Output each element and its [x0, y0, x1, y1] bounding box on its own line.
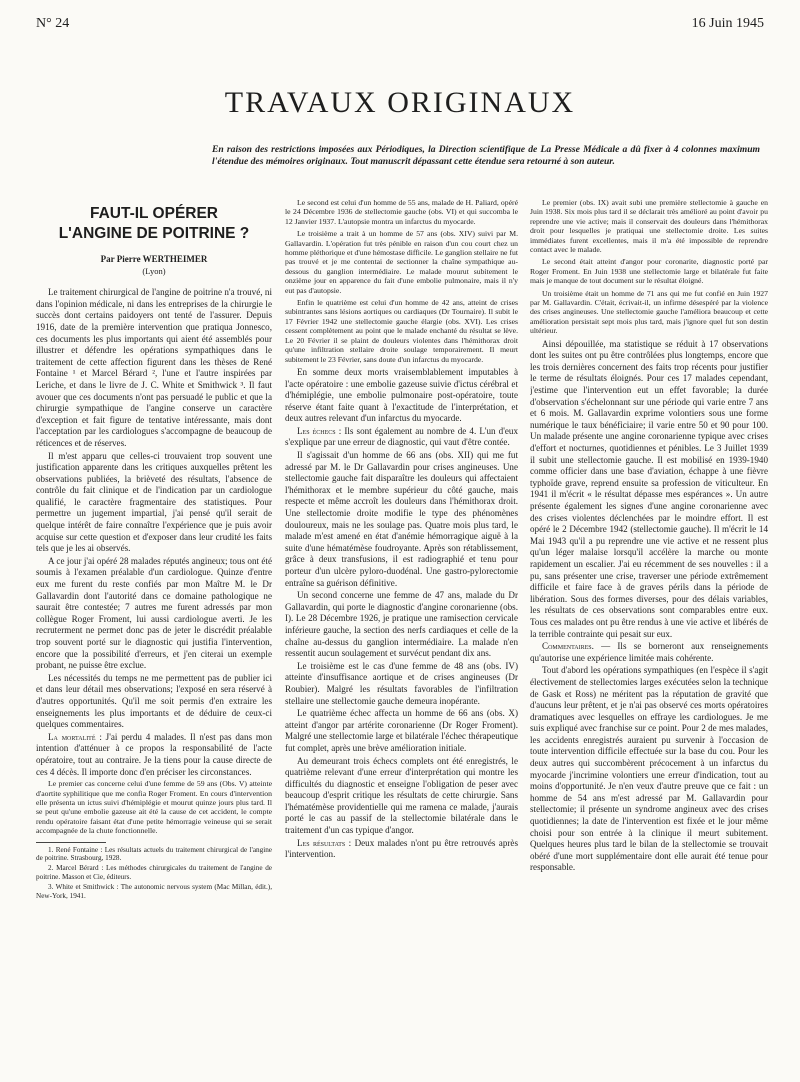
article-title-line-2: L'ANGINE DE POITRINE ? — [58, 225, 250, 242]
paragraph-text: : Ils sont également au nombre de 4. L'un d'eux s'explique par une erreur de diagnostic, qui vaut d'être contée. — [285, 425, 518, 448]
paragraph-small: Le premier cas concerne celui d'une femme de 59 ans (Obs. V) atteinte d'aortite syphilitique que me confia Roger Froment. En cours d'intervention elle présenta un ictus suivi d'hémiplégie et mourut quinze jours plus tard. Il se peut qu'une embolie gazeuse ait été la cause de cet accident, le compte rendu opératoire faisant état d'une petite hémorragie veineuse qui se serait accompagnée de la chute fonctionnelle. — [36, 779, 272, 836]
paragraph: Tout d'abord les opérations sympathiques (en l'espèce il s'agit électivement de stellectomies larges exécutées selon la technique de Gask et Ross) ne méritent pas la réputation de gravité que d'aucuns leur prêtent, et je n'ai pas observé ces morts opératoires dramatiques avec lesquelles on effraye les cardiologues. Je me suis expliqué avec franchise sur ce point. Pour 2 de mes malades, les accidents enregistrés auraient pu survenir à l'occasion de toute intervention difficile effectuée sur la base du cou. Pour les deux autres qui succombèrent précocement à un infarctus du myocarde j'incrimine volontiers une erreur d'indication, tout au moins d'opportunité. Je n'en veux d'autre preuve que ce fait : un homme de 54 ans m'est adressé par M. Gallavardin pour stellectomie; il présente un syndrome angineux avec des crises quotidiennes; la date de l'intervention est fixée et le jour même choisi pour son entrée à la clinique il meurt subitement. Quelques heures plus tard le bilan de la stellectomie se trouvait obéré d'une mort supplémentaire dont elle aurait été tenue pour responsable. — [530, 665, 768, 873]
byline — [36, 254, 272, 266]
paragraph-small: Enfin le quatrième est celui d'un homme de 42 ans, atteint de crises subintrantes sans lésions aortiques ou cardiaques (Dr Tournaire). Il subit le 17 Février 1942 une stellectomie gauche élargie (obs. XVI). Les crises cessent complètement au point que le malade enchanté du résultat se lève. Le 20 Février il se plaint de douleurs violentes dans l'hémithorax droit qu'une infiltration stellaire droite soulage temporairement. Il meurt subitement le 23 Février, sans doute d'un infarctus du myocarde. — [285, 298, 518, 364]
paragraph: Il s'agissait d'un homme de 66 ans (obs. XII) qui me fut adressé par M. le Dr Gallavardin pour crises angineuses. Une stellectomie gauche fait disparaître les douleurs qui affectaient l'hémithorax et le membre supérieur du côté gauche, mais respecte et même accroît les douleurs dans l'hémithorax droit. Une stellectomie droite modifie le type des phénomènes douloureux, mais ne les soulage pas. Quatre mois plus tard, le malade m'est amené en état d'anémie hémorragique aiguë à la suite d'une hématémèse foudroyante. Après son rétablissement, grâce à deux transfusions, il est radiographié et tenu pour porteur d'un ulcère pyloro-duodénal. Une gastro-pylorectomie entraîne sa guérison définitive. — [285, 450, 518, 588]
author-name: Pierre WERTHEIMER — [116, 254, 208, 264]
subheading-echecs: Les échecs — [297, 425, 336, 436]
paragraph — [285, 426, 518, 449]
issue-number: N° 24 — [36, 16, 70, 31]
paragraph — [36, 732, 272, 778]
paragraph: Le troisième est le cas d'une femme de 48 ans (obs. IV) atteinte d'insuffisance aortique et de crises angineuses (Dr Roubier). Malgré les résultats favorables de l'infiltration stellaire une stellectomie gauche demeura inopérante. — [285, 660, 518, 706]
subheading-mortalite: La mortalité — [48, 731, 96, 742]
paragraph-text: : J'ai perdu 4 malades. Il n'est pas dans mon intention d'atténuer à ce propos la responsabilité de l'acte opératoire, tout au contraire. Je la tiens pour la cause directe de ces 4 décès. Il importe donc d'en préciser les circonstances. — [36, 731, 272, 777]
footnote: 2. Marcel Bérard : Les méthodes chirurgicales du traitement de l'angine de poitrine. Masson et Cie, éditeurs. — [36, 864, 272, 881]
author-affiliation: (Lyon) — [142, 265, 166, 276]
issue-date: 16 Juin 1945 — [691, 16, 764, 31]
paragraph: Le traitement chirurgical de l'angine de poitrine n'a trouvé, ni dans l'opinion médicale, ni dans les entreprises de la chirurgie le succès dont certains paidoyers ont tenté de l'assurer. Depuis 1916, date de la première intervention que pratiqua Jonnesco, ces documents les plus importants qui aient été assemblés pour illustrer et défendre les opérations sympathiques dans le traitement de cette affection figurent dans les thèses de René Fontaine ¹ et Marcel Bérard ², l'une et l'autre inspirées par Leriche, et dans le livre de J. C. White et Smithwick ³. Il faut avouer que ces documents n'ont pas persuadé le public et que la chirurgie sympathique de l'angine conserve un caractère d'exception et fait figure de tentative intéressante, mais dont l'acceptation par les cardiologues s'accompagne de beaucoup de réticences et de réserves. — [36, 287, 272, 448]
column-3 — [530, 198, 768, 1078]
paragraph-small: Le second est celui d'un homme de 55 ans, malade de H. Paliard, opéré le 24 Décembre 1936 de stellectomie gauche (obs. VI) et qui succomba le 12 Janvier 1937. L'autopsie montra un infarctus du myocarde. — [285, 198, 518, 226]
paragraph-text: : Deux malades n'ont pu être retrouvés après l'intervention. — [285, 837, 518, 860]
paragraph-small: Le troisième a trait à un homme de 57 ans (obs. XIV) suivi par M. Gallavardin. L'opération fut très pénible en raison d'un cou court chez un homme pléthorique et d'une hémostase difficile. Le ganglion stellaire ne fut pas trouvé et je me contentai de sectionner la chaîne sympathique au-dessous du ganglion intermédiaire. Le malade mourut subitement le onzième jour en apparence du fait d'une embolie pulmonaire, mais il n'y eut pas d'autopsie. — [285, 229, 518, 295]
editorial-note: En raison des restrictions imposées aux Périodiques, la Direction scientifique de La Presse Médicale a dû fixer à 4 colonnes maximum l'étendue des mémoires originaux. Tout manuscrit dépassant cette étendue sera retourné à son auteur. — [212, 144, 760, 167]
paragraph: Au demeurant trois échecs complets ont été enregistrés, le quatrième relevant d'une erreur d'interprétation qui montre les difficultés du diagnostic et enseigne l'obligation de peser avec beaucoup d'esprit critique les résultats de cette chirurgie. Sans l'hématémèse providentielle qui me ramena ce malade, j'aurais porté le cas au passif de la stellectomie bilatérale dans le traitement d'un cas typique d'angor. — [285, 755, 518, 836]
paragraph: Un second concerne une femme de 47 ans, malade du Dr Gallavardin, qui porte le diagnostic d'angine coronarienne (obs. I). Le 28 Décembre 1926, je pratique une ramisection cervicale inférieure gauche, la section des nerfs cardiaques et celle de la chaîne au-dessus du ganglion intermédiaire. La malade n'en ressentit aucun soulagement et survécut pendant dix ans. — [285, 590, 518, 659]
paragraph: A ce jour j'ai opéré 28 malades réputés angineux; tous ont été soumis à l'examen préalable d'un cardiologue. Quinze d'entre eux me furent du reste confiés par mon Maître M. le Dr Gallavardin dont l'autorité dans ce domaine pathologique ne saurait être contestée; 7 autres me furent adressés par mon collègue Roger Froment, lui aussi cardiologue averti. Je les recruterment ne permet donc pas de jeter le discrédit préalable trop souvent porté sur le diagnostic qui justifia l'intervention, encore que la possibilité d'erreurs, et j'en citerai un exemple probant, ne puisse être exclue. — [36, 555, 272, 671]
article-title-line-1: FAUT-IL OPÉRER — [89, 205, 219, 222]
footnote: 3. White et Smithwick : The autonomic nervous system (Mac Millan, édit.), New-York, 1941. — [36, 882, 272, 900]
paragraph — [530, 641, 768, 664]
paragraph-small: Le premier (obs. IX) avait subi une première stellectomie à gauche en Juin 1938. Six mois plus tard il se déclarait très amélioré au point d'avoir pu reprendre une vie active; mais il conservait des douleurs dans l'hémithorax droit pour lesquelles je pratiquai une stellectomie droite. Les suites immédiates furent excellentes, mais il m'a été impossible de reprendre contact avec le malade. — [530, 198, 768, 255]
footnote-rule — [36, 842, 106, 843]
column-2 — [285, 198, 518, 1078]
byline-prefix: Par — [100, 254, 115, 264]
section-title: TRAVAUX ORIGINAUX — [224, 86, 576, 119]
paragraph: Le quatrième échec affecta un homme de 66 ans (obs. X) atteint d'angor par artérite coronarienne (Dr Roger Froment). Malgré une stellectomie large et bilatérale l'échec thérapeutique fut complet, après une brève amélioration initiale. — [285, 708, 518, 753]
paragraph-small: Un troisième était un homme de 71 ans qui me fut confié en Juin 1927 par M. Gallavardin. C'était, écrivait-il, un infirme désespéré par la violence des crises angineuses. Une stellectomie gauche l'améliora beaucoup et cette amélioration persistait sept mois plus tard, mais j'ignore quel fut son destin ultérieur. — [530, 288, 768, 336]
subheading-commentaires: Commentaires — [542, 641, 592, 652]
paragraph-text: . — Ils se borneront aux renseignements qu'autorise une expérience limitée mais cohérente. — [530, 641, 768, 663]
footnote: 1. René Fontaine : Les résultats actuels du traitement chirurgical de l'angine de poitrine. Strasbourg, 1928. — [36, 845, 272, 863]
column-1 — [36, 198, 272, 1068]
article-title — [36, 204, 272, 244]
running-header — [36, 16, 764, 36]
paragraph — [285, 838, 518, 861]
paragraph: En somme deux morts vraisemblablement imputables à l'acte opératoire : une embolie gazeuse suivie d'ictus cérébral et d'hémiplégie, une embolie pulmonaire post-opératoire, toute réserve étant faite quant à l'exactitude de l'interprétation, et deux autres relevant d'un infarctus du myocarde. — [285, 366, 518, 424]
subheading-resultats: Les résultats — [297, 837, 346, 848]
paragraph: Il m'est apparu que celles-ci trouvaient trop souvent une justification apparente dans les critiques auxquelles prêtent les observations publiées, la brièveté des résultats, l'absence de contrôle du fait clinique et de l'indication par un cardiologue qualifié, le caractère fragmentaire des statistiques. Pour permettre un jugement impartial, j'ai pensé qu'il serait de quelque intérêt de faire connaître l'expérience que je puis avoir acquise sur cette question et d'exposer dans leur crudité les faits tels que je les ai observés. — [36, 450, 272, 554]
paragraph: Ainsi dépouillée, ma statistique se réduit à 17 observations dont les suites ont pu être contrôlées plus longtemps, encore que les trois dernières concernent des faits trop récents pour justifier le terme de résultats éloignés. Pour ces 17 malades cependant, j'estime que l'intervention eut un effet favorable; la durée d'observation s'échelonnant sur une période qui varie entre 7 ans et 6 mois. M. Gallavardin exprime volontiers sous une forme numérique le taux bénéficiaire; il varie entre 50 et 90 pour 100. Un malade présente une angine coronarienne typique avec crises d'effort et nocturnes, quotidiennes et pénibles. Le 3 Juillet 1939 il subit une stellectomie gauche. Il est mobilisé en 1939-1940 comme officier dans une base d'aviation, échappe à une fièvre typhoïde grave, reprend ensuite sa profession de viticulteur. En 1941 il m'écrit « le résultat dépasse mes espérances ». Un autre présente également les signes d'une angine coronarienne avec des crises violentes déclenchées par le moindre effort. Il est opéré le 2 Décembre 1942 (stellectomie gauche). Il m'écrit le 14 Mai 1943 qu'il a pu reprendre une vie active et ne ressent plus qu'un léger malaise lorsqu'il accélère la marche ou monte rapidement un escalier. J'ai eu récemment de ses nouvelles : il a pu, sans présenter une crise, traverser une période extrêmement difficile et faire face à de graves périls dans la période de libération. Sous des formes diverses, pour des délais variables, les résultats de ces observations sont comparables entre eux. Tous ces malades ont pu être rendus à une vie active et libérés de la terrible contrainte qui pesait sur eux. — [530, 338, 768, 639]
paragraph: Les nécessités du temps ne me permettent pas de publier ici et dans leur détail mes observations; l'exposé en sera réservé à d'autres opportunités. Qu'il me soit permis d'en extraire les enseignements les plus importants et de déduire de ceux-ci quelques commentaires. — [36, 672, 272, 730]
paragraph-small: Le second était atteint d'angor pour coronarite, diagnostic porté par Roger Froment. En Juin 1938 une stellectomie large et bilatérale fut faite mais je manque de tout document sur le résultat éloigné. — [530, 257, 768, 286]
